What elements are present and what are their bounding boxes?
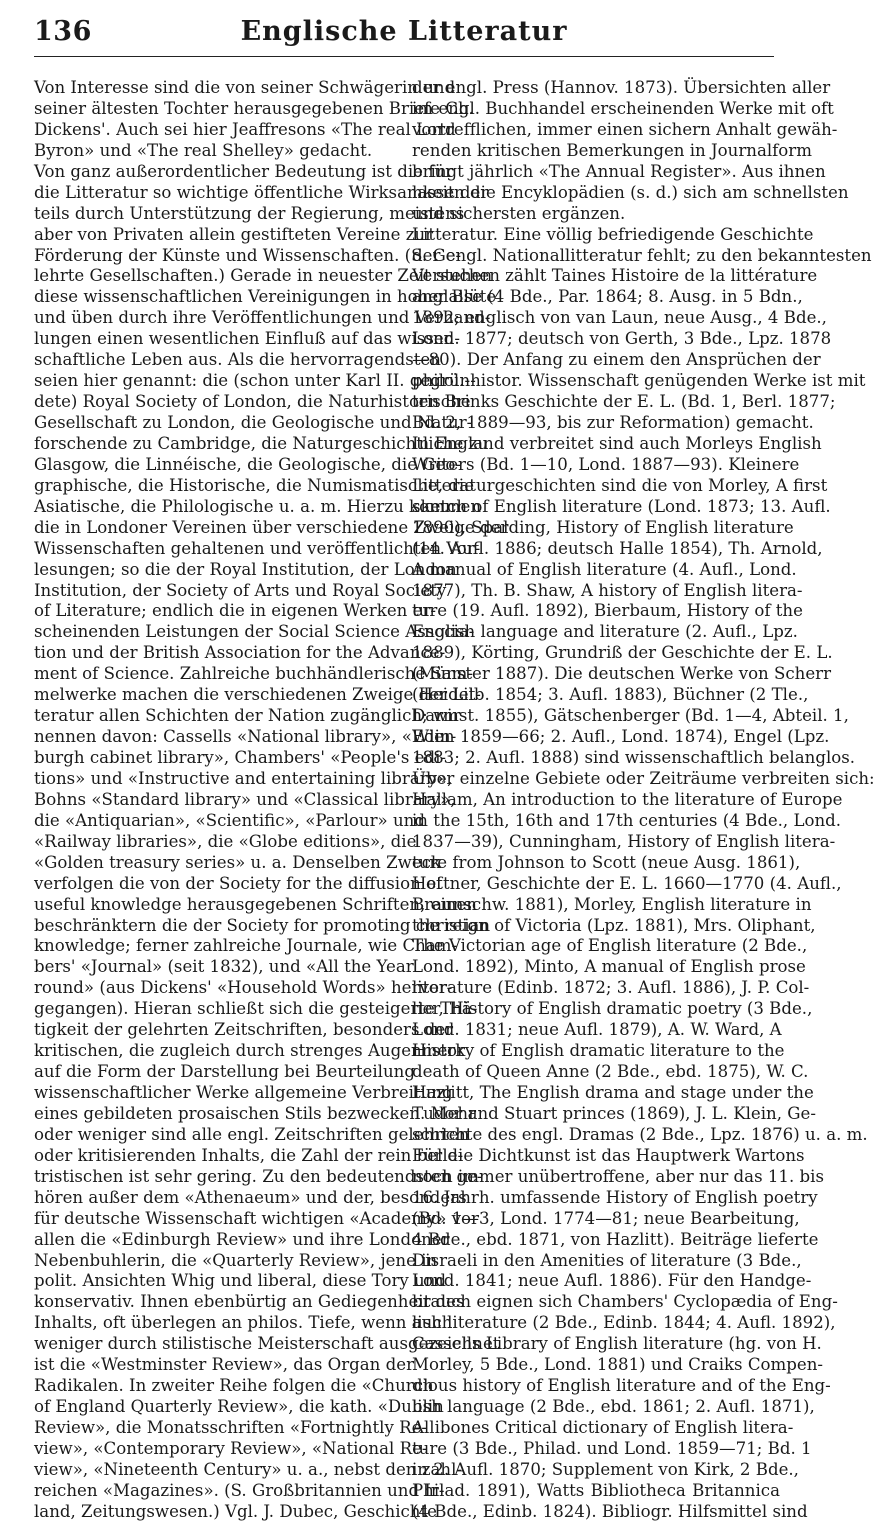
text-line: Byron» und «The real Shelley» gedacht. [34, 140, 373, 160]
text-line: oder weniger sind alle engl. Zeitschriften gelehrten [34, 1124, 470, 1144]
right-column [412, 78, 875, 1523]
text-line: Bohns «Standard library» und «Classical library», [34, 789, 456, 809]
text-line: A manual of English literature (4. Aufl., Lond. [412, 559, 797, 579]
text-line: ment of Science. Zahlreiche buchhändlerische Sam- [34, 664, 474, 684]
text-line: ten Brinks Geschichte der E. L. (Bd. 1, Berl. 1877; [412, 392, 836, 412]
text-line: Litteratur. Eine völlig befriedigende Geschichte [412, 224, 814, 244]
text-line: Hallam, An introduction to the literature of Europe [412, 789, 843, 809]
text-line: die in Londoner Vereinen über verschiedene Zweige der [34, 517, 509, 537]
text-line: Institution, der Society of Arts und Royal Society [34, 580, 447, 600]
text-line: melwerke machen die verschiedenen Zweige der Lit- [34, 685, 481, 705]
text-line: Review», die Monatsschriften «Fortnightly Re- [34, 1418, 428, 1437]
text-line: lesungen; so die der Royal Institution, der London [34, 559, 457, 579]
text-line: in 2. Aufl. 1870; Supplement von Kirk, 2 Bde., [412, 1459, 799, 1479]
text-line: Glasgow, die Linnéische, die Geologische, die Geo- [34, 454, 461, 474]
text-line: renden kritischen Bemerkungen in Journalform [412, 140, 812, 160]
text-line: aber von Privaten allein gestifteten Vereine zur [34, 224, 434, 244]
text-line: Nebenbuhlerin, die «Quarterly Review», jene in [34, 1250, 438, 1270]
text-line: dete) Royal Society of London, die Naturhistorische [34, 392, 471, 412]
text-line: oder kritisierenden Inhalts, die Zahl der rein belle- [34, 1145, 464, 1165]
text-line: Disraeli in den Amenities of literature (3 Bde., [412, 1250, 802, 1270]
text-line: tions» und «Instructive and entertaining library», [34, 768, 453, 788]
text-line: Lond. 1841; neue Aufl. 1886). Für den Handge- [412, 1271, 812, 1291]
text-line: (Heidelb. 1854; 3. Aufl. 1883), Büchner (2 Tle., [412, 685, 809, 705]
text-line: ist die «Westminster Review», das Organ der [34, 1355, 415, 1375]
text-line: (Bd. 1—3, Lond. 1774—81; neue Bearbeitung, [412, 1208, 800, 1228]
text-line: Writers (Bd. 1—10, Lond. 1887—93). Kleinere [412, 454, 800, 474]
text-line: teratur allen Schichten der Nation zugänglich; wir [34, 706, 461, 726]
text-line: Asiatische, die Philologische u. a. m. Hierzu kommen [34, 496, 482, 516]
text-line: of Literature; endlich die in eigenen Werken er- [34, 601, 437, 621]
text-line: nennen davon: Cassells «National library», «Edin- [34, 727, 457, 747]
text-line: 1877), Th. B. Shaw, A history of English litera- [412, 580, 803, 600]
text-line: teils durch Unterstützung der Regierung, meistens [34, 203, 465, 223]
text-line: scheinenden Leistungen der Social Science Associa- [34, 622, 475, 642]
text-line: The Victorian age of English literature (2 Bde., [412, 936, 808, 956]
text-line: Litteraturgeschichten sind die von Morley, A first [412, 475, 828, 495]
text-line: Versuchen zählt Taines Histoire de la littérature [412, 266, 818, 286]
text-line: lier, History of English dramatic poetry (3 Bde., [412, 999, 813, 1019]
text-line: dious history of English literature and of the Eng- [412, 1376, 831, 1396]
text-line: der engl. Nationallitteratur fehlt; zu den bekanntesten [412, 245, 872, 265]
text-line: Morley, 5 Bde., Lond. 1881) und Craiks Compen- [412, 1355, 824, 1375]
text-line: forschende zu Cambridge, die Naturgeschichtliche zu [34, 433, 489, 453]
text-line: anglaise (4 Bde., Par. 1864; 8. Ausg. in 5 Bdn., [412, 287, 803, 307]
text-line: «Railway libraries», die «Globe editions», die [34, 831, 417, 851]
text-line: the reign of Victoria (Lpz. 1881), Mrs. Oliphant, [412, 915, 816, 935]
text-line: in the 15th, 16th and 17th centuries (4 Bde., Lond. [412, 810, 842, 830]
text-line: lish language (2 Bde., ebd. 1861; 2. Aufl. 1871), [412, 1397, 815, 1417]
text-line: Radikalen. In zweiter Reihe folgen die «Church [34, 1376, 434, 1396]
text-line: knowledge; ferner zahlreiche Journale, wie Cham- [34, 936, 458, 956]
text-line: 1892; englisch von van Laun, neue Ausg., 4 Bde., [412, 308, 827, 328]
text-line: für deutsche Wissenschaft wichtigen «Academy» vor [34, 1208, 479, 1228]
left-column [34, 78, 509, 1523]
text-line: lehrte Gesellschaften.) Gerade in neuester Zeit stehen [34, 266, 493, 286]
text-line: Von Interesse sind die von seiner Schwägerin und [34, 78, 456, 97]
text-line: ture (3 Bde., Philad. und Lond. 1859—71; Bd. 1 [412, 1438, 812, 1458]
text-line: seiner ältesten Tochter herausgegebenen Briefe Ch. [34, 98, 474, 118]
text-line: auf die Form der Darstellung bei Beurteilung [34, 1062, 415, 1082]
text-line: Gesellschaft zu London, die Geologische und Natur- [34, 413, 473, 432]
text-line: Philad. 1891), Watts Bibliotheca Britannica [412, 1480, 780, 1500]
text-line: wissenschaftlicher Werke allgemeine Verbreitung [34, 1083, 453, 1102]
text-line: lish literature (2 Bde., Edinb. 1844; 4. Aufl. 1892), [412, 1313, 836, 1333]
text-line: noch immer unübertroffene, aber nur das 11. bis [412, 1166, 824, 1186]
text-line: Tudor and Stuart princes (1869), J. L. Klein, Ge- [412, 1103, 816, 1123]
text-line: der engl. Press (Hannov. 1873). Übersichten aller [412, 78, 831, 97]
text-line: (4 Bde., Edinb. 1824). Bibliogr. Hilfsmittel sind [412, 1501, 808, 1521]
text-line: Wissenschaften gehaltenen und veröffentlichten Vor- [34, 538, 481, 558]
text-line: bers' «Journal» (seit 1832), und «All the Year [34, 957, 414, 977]
text-line: 1889), Körting, Grundriß der Geschichte der E. L. [412, 643, 833, 663]
text-line: (14. Aufl. 1886; deutsch Halle 1854), Th. Arnold, [412, 538, 823, 558]
text-line: Lond. 1831; neue Aufl. 1879), A. W. Ward, A [412, 1020, 782, 1040]
text-line: ture (19. Aufl. 1892), Bierbaum, History of the [412, 601, 803, 621]
text-line: 16. Jahrh. umfassende History of English poetry [412, 1187, 818, 1207]
text-line: weniger durch stilistische Meisterschaft ausgezeichnet [34, 1334, 500, 1354]
text-line: philol.-histor. Wissenschaft genügenden Werke ist mit [412, 371, 866, 391]
text-line: brauch eignen sich Chambers' Cyclopædia of Eng- [412, 1292, 838, 1312]
text-line: bringt jährlich «The Annual Register». Aus ihnen [412, 161, 826, 181]
text-line: Hazlitt, The English drama and stage under the [412, 1083, 814, 1102]
text-line: view», «Contemporary Review», «National Re- [34, 1438, 428, 1458]
text-line: Von ganz außerordentlicher Bedeutung ist die für [34, 161, 454, 181]
text-line: Dickens'. Auch sei hier Jeaffresons «The real Lord [34, 119, 456, 139]
text-line: tigkeit der gelehrten Zeitschriften, besonders der [34, 1020, 454, 1040]
text-line: land, Zeitungswesen.) Vgl. J. Dubec, Geschichte [34, 1501, 437, 1521]
text-line: die Litteratur so wichtige öffentliche Wirksamkeit der [34, 182, 489, 202]
text-line: hören außer dem «Athenaeum» und der, besonders [34, 1187, 467, 1207]
text-line: Wien 1859—66; 2. Aufl., Lond. 1874), Engel (Lpz. [412, 727, 830, 747]
text-line: Cassells Library of English literature (hg. von H. [412, 1334, 822, 1354]
text-line: reichen «Magazines». (S. Großbritannien und Ir- [34, 1480, 445, 1500]
running-title: Englische Litteratur [240, 16, 568, 47]
text-line: tion und der British Association for the Advance- [34, 643, 446, 663]
text-line: konservativ. Ihnen ebenbürtig an Gediegenheit des [34, 1292, 465, 1312]
text-line: Hettner, Geschichte der E. L. 1660—1770 (4. Aufl., [412, 873, 842, 893]
text-line: verfolgen die von der Society for the diffusion of [34, 873, 443, 893]
text-line: kritischen, die zugleich durch strenges Augenmerk [34, 1041, 466, 1061]
text-line: polit. Ansichten Whig und liberal, diese Tory und [34, 1271, 447, 1291]
text-line: round» (aus Dickens' «Household Words» hervor- [34, 978, 453, 998]
text-line: Braunschw. 1881), Morley, English literature in [412, 894, 812, 914]
text-line: und sichersten ergänzen. [412, 203, 626, 223]
text-line: tristischen ist sehr gering. Zu den bedeutendsten ge- [34, 1166, 483, 1186]
text-line: of England Quarterly Review», die kath. «Dublin [34, 1397, 444, 1417]
text-line: die «Antiquarian», «Scientific», «Parlour» und [34, 810, 425, 830]
text-line: schaftliche Leben aus. Als die hervorragendsten [34, 350, 441, 370]
text-line: Lond. 1892), Minto, A manual of English prose [412, 957, 806, 977]
text-line: gegangen). Hieran schließt sich die gesteigerte Thä- [34, 999, 478, 1019]
text-line: diese wissenschaftlichen Vereinigungen in hoher Blüte [34, 287, 497, 307]
text-line: Über einzelne Gebiete oder Zeiträume verbreiten sich: [412, 768, 875, 788]
text-line: seien hier genannt: die (schon unter Karl II. gegrün- [34, 371, 476, 391]
text-line: ture from Johnson to Scott (neue Ausg. 1861), [412, 852, 801, 872]
text-line: History of English dramatic literature to the [412, 1041, 785, 1061]
text-line: beschränktern die der Society for promoting christian [34, 915, 491, 935]
text-line: lassen die Encyklopädien (s. d.) sich am schnellsten [412, 182, 849, 202]
text-line: Lond. 1877; deutsch von Gerth, 3 Bde., Lpz. 1878 [412, 329, 832, 349]
text-line: graphische, die Historische, die Numismatische, die [34, 475, 475, 495]
text-line: Förderung der Künste und Wissenschaften. (S. Ge- [34, 245, 462, 265]
text-line: —80). Der Anfang zu einem den Ansprüchen der [412, 350, 821, 370]
page-header [34, 10, 774, 57]
text-line: Allibones Critical dictionary of English litera- [412, 1418, 794, 1437]
text-line: und üben durch ihre Veröffentlichungen und Verhand- [34, 308, 491, 328]
text-line: 1883; 2. Aufl. 1888) sind wissenschaftlich belanglos. [412, 748, 856, 767]
text-line: «Golden treasury series» u. a. Denselben Zweck [34, 852, 441, 872]
text-line: Bd. 2, 1889—93, bis zur Reformation) gemacht. [412, 413, 814, 432]
text-line: death of Queen Anne (2 Bde., ebd. 1875), W. C. [412, 1062, 809, 1082]
text-line: vortrefflichen, immer einen sichern Anhalt gewäh- [412, 119, 838, 139]
text-line: (Münster 1887). Die deutschen Werke von Scherr [412, 664, 832, 684]
text-line: sketch of English literature (Lond. 1873; 13. Aufl. [412, 496, 831, 516]
text-line: 1837—39), Cunningham, History of English litera- [412, 831, 836, 851]
text-line: eines gebildeten prosaischen Stils bezwecken. Mehr [34, 1103, 477, 1123]
text-line: In England verbreitet sind auch Morleys English [412, 433, 822, 453]
text-line: burgh cabinet library», Chambers' «People's edi- [34, 748, 447, 767]
page-number: 136 [34, 16, 92, 47]
text-line: useful knowledge herausgegebenen Schriften, einen [34, 894, 477, 914]
text-line: Für die Dichtkunst ist das Hauptwerk Wartons [412, 1145, 805, 1165]
text-line: English language and literature (2. Aufl., Lpz. [412, 622, 798, 642]
text-line: lungen einen wesentlichen Einfluß auf das wissen- [34, 329, 460, 349]
text-line: 4 Bde., ebd. 1871, von Hazlitt). Beiträge lieferte [412, 1229, 819, 1249]
text-line: Inhalts, oft überlegen an philos. Tiefe, wenn auch [34, 1313, 453, 1333]
text-line: 1890), Spalding, History of English literature [412, 517, 794, 537]
text-line: literature (Edinb. 1872; 3. Aufl. 1886), J. P. Col- [412, 978, 810, 998]
text-line: view», «Nineteenth Century» u. a., nebst den zahl- [34, 1459, 462, 1479]
text-line: Darmst. 1855), Gätschenberger (Bd. 1—4, Abteil. 1, [412, 706, 849, 726]
text-line: im engl. Buchhandel erscheinenden Werke mit oft [412, 98, 834, 118]
text-line: allen die «Edinburgh Review» und ihre Londoner [34, 1229, 450, 1249]
text-line: schichte des engl. Dramas (2 Bde., Lpz. 1876) u. a. m. [412, 1124, 868, 1144]
